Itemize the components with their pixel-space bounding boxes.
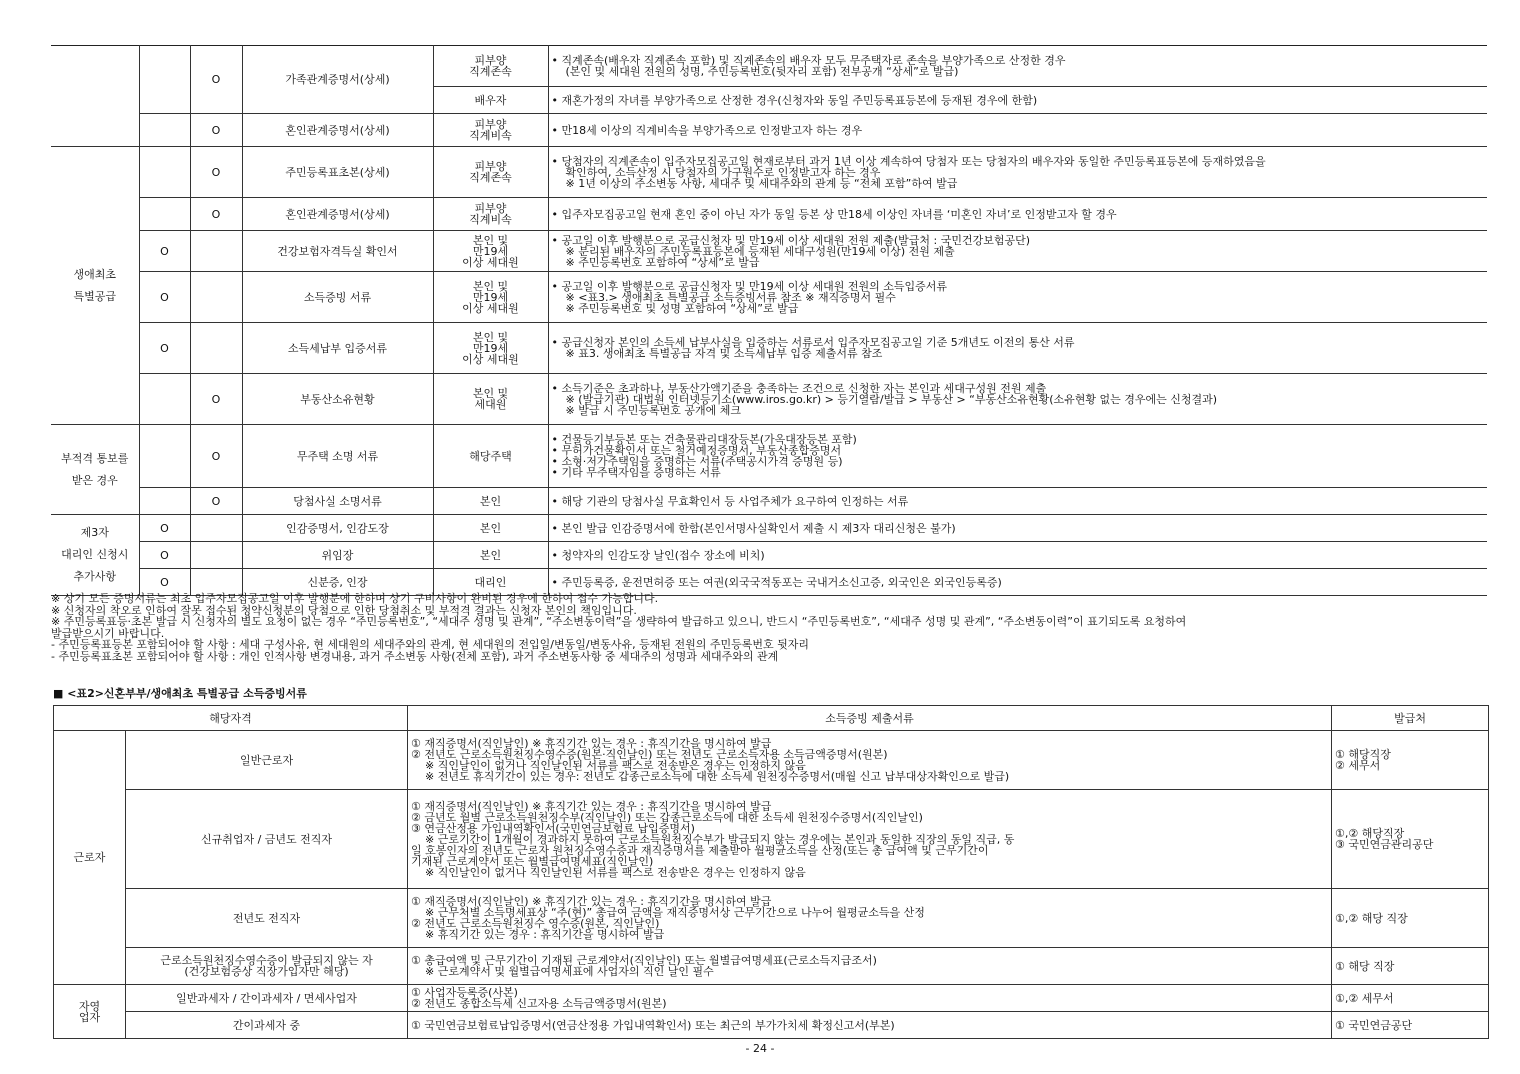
group-cell: 자영 업자 [54, 985, 126, 1039]
text-line: ③ 국민연금관리공단 [1335, 838, 1434, 851]
table-row [54, 985, 1489, 1012]
text-line: 직계비속 [469, 213, 512, 226]
target-cell [433, 542, 548, 569]
text-line: 간이과세자 중 [232, 1018, 301, 1032]
document-name-cell: 가족관계증명서(상세) [242, 46, 433, 114]
text-line: 직계비속 [469, 129, 512, 142]
text-line: 이상 세대원 [462, 255, 519, 269]
text-line: ※ 표3. 생애최초 특별공급 자격 및 소득세납부 입증 제출서류 참조 [565, 347, 883, 360]
table-row [51, 374, 1487, 425]
description-cell [548, 46, 1487, 87]
text-line: • 주민등록증, 운전면허증 또는 여권(외국국적동포는 국내거소신고증, 외국인은 외국인등록증) [551, 575, 1002, 589]
target-cell [433, 87, 548, 114]
qualification-cell [126, 948, 408, 985]
text-line: ※ 직인날인이 없거나 직인날인된 서류를 팩스로 전송받은 경우는 인정하지 않음 [425, 759, 806, 772]
issuer-cell [1332, 790, 1489, 889]
text-line: 본인 및 [472, 233, 509, 247]
table-row [51, 231, 1487, 272]
documents-cell [408, 731, 1332, 790]
text-line: 세대원 [474, 398, 507, 411]
category-cell [51, 147, 139, 425]
target-cell [433, 425, 548, 488]
description-cell [548, 374, 1487, 425]
text-line: 만19세 [472, 290, 509, 304]
table-row [51, 272, 1487, 323]
text-line: ※ 직인날인이 없거나 직인날인된 서류를 팩스로 전송받은 경우는 인정하지 않음 [425, 865, 806, 879]
document-name-cell: 혼인관계증명서(상세) [242, 198, 433, 231]
document-name-cell: 위임장 [242, 542, 433, 569]
description-cell [548, 231, 1487, 272]
document-name-cell: 소득세납부 입증서류 [242, 323, 433, 374]
text-line: 특별공급 [73, 289, 116, 303]
category-cell [51, 515, 139, 596]
text-line: 이상 세대원 [462, 352, 519, 366]
text-line: • 건물등기부등본 또는 건축물관리대장등본(가옥대장등본 포함) [551, 433, 857, 446]
text-line: • 만18세 이상의 직계비속을 부양가족으로 인정받고자 하는 경우 [551, 123, 863, 137]
table-row [51, 542, 1487, 569]
text-line: • 기타 무주택자임을 증명하는 서류 [551, 466, 721, 479]
text-line: ① 재직증명서(직인날인) ※ 휴직기간 있는 경우 : 휴직기간을 명시하여 발급 [411, 895, 772, 908]
text-line: 기재된 근로계약서 또는 월별급여명세표(직인날인) [411, 854, 654, 868]
text-line: ※ <표3.> 생애최초 특별공급 소득증빙서류 참조 ※ 재직증명서 필수 [565, 290, 896, 304]
table-row [51, 198, 1487, 231]
note-line: ※ 주민등록표등·초본 발급 시 신청자의 별도 요청이 없는 경우 “주민등록번호”, “세대주 성명 및 관계”, “주소변동이력”을 생략하여 발급하고 있으니, 반드시 “주민등록번호”, “세대주 성명 및 관계”, “주소변동이력”이 표기되도록 요청하여 [51, 615, 1187, 628]
page-number: - 24 - [745, 1042, 775, 1055]
document-name-cell: 건강보험자격득실 확인서 [242, 231, 433, 272]
check-cell-1: O [139, 542, 190, 569]
text-line: • 입주자모집공고일 현재 혼인 중이 아닌 자가 동일 등본 상 만18세 이상인 자녀를 ‘미혼인 자녀’로 인정받고자 할 경우 [551, 207, 1117, 221]
note-line: - 주민등록표초본 포함되어야 할 사항 : 개인 인적사항 변경내용, 과거 주소변동 사항(전체 포함), 과거 주소변동사항 중 세대주의 성명과 세대주와의 관계 [51, 649, 779, 663]
documents-cell [408, 948, 1332, 985]
document-name-cell: 혼인관계증명서(상세) [242, 114, 433, 147]
text-line: ② 세무서 [1335, 759, 1381, 772]
target-cell [433, 231, 548, 272]
text-line: 만19세 [472, 341, 509, 355]
notes-section [51, 593, 1481, 662]
check-cell-2 [190, 542, 242, 569]
text-line: ※ 휴직기간 있는 경우 : 휴직기간을 명시하여 발급 [425, 928, 665, 941]
issuer-cell [1332, 1012, 1489, 1039]
check-cell-1 [139, 425, 190, 488]
text-line: 직계존속 [469, 65, 512, 78]
text-line: (본인 및 세대원 전원의 성명, 주민등록번호(뒷자리 포함) 전부공개 “상세”로 발급) [565, 65, 959, 78]
check-cell-2: O [190, 114, 242, 147]
text-line: ①,② 해당직장 [1335, 827, 1405, 840]
text-line: ③ 연금산정용 가입내역확인서(국민연금보험료 납입증명서) [411, 821, 695, 835]
check-cell-1 [139, 46, 190, 114]
target-cell [433, 488, 548, 515]
text-line: • 무허가건물확인서 또는 철거예정증명서, 부동산종합증명서 [551, 444, 842, 457]
text-line: ※ 근로기간이 1개월이 경과하지 못하여 근로소득원천징수부가 발급되지 않는 경우에는 본인과 동일한 직장의 동일 직급, 동 [425, 832, 1015, 846]
text-line: ※ 발급 시 주민등록번호 공개에 체크 [565, 403, 741, 417]
text-line: ※ (발급기관) 대법원 인터넷등기소(www.iros.go.kr) > 등기열람/발급 > 부동산 > “부동산소유현황(소유현황 없는 경우에는 신청결과) [565, 392, 1218, 406]
text-line: • 청약자의 인감도장 날인(접수 장소에 비치) [551, 548, 765, 562]
issuer-cell [1332, 731, 1489, 790]
table-row [54, 790, 1489, 889]
description-cell [548, 147, 1487, 198]
text-line: 만19세 [472, 244, 509, 258]
qualification-cell [126, 790, 408, 889]
text-line: • 소득기준은 초과하나, 부동산가액기준을 충족하는 조건으로 신청한 자는 본인과 세대구성원 전원 제출 [551, 381, 1047, 395]
check-cell-2: O [190, 147, 242, 198]
document-name-cell: 부동산소유현황 [242, 374, 433, 425]
text-line: ※ 주민등록번호 및 성명 포함하여 “상세”로 발급 [565, 301, 799, 315]
document-name-cell: 인감증명서, 인감도장 [242, 515, 433, 542]
text-line: ① 국민연금공단 [1335, 1018, 1413, 1032]
qualification-cell [126, 985, 408, 1012]
text-line: ② 전년도 근로소득원천징수 영수증(원본, 직인날인) [411, 917, 660, 930]
text-line: 배우자 [474, 93, 507, 107]
header-cell: 해당자격 [54, 706, 408, 731]
table-row [51, 425, 1487, 488]
text-line: ①,② 세무서 [1335, 991, 1394, 1005]
text-line: 전년도 전직자 [232, 911, 301, 925]
document-name-cell: 무주택 소명 서류 [242, 425, 433, 488]
table-row [54, 1012, 1489, 1039]
check-cell-1: O [139, 231, 190, 272]
document-requirements-table [51, 45, 1487, 596]
text-line: • 본인 발급 인감증명서에 한함(본인서명사실확인서 제출 시 제3자 대리신청은 불가) [551, 521, 956, 535]
document-name-cell: 신분증, 인장 [242, 569, 433, 596]
description-cell [548, 542, 1487, 569]
check-cell-2: O [190, 374, 242, 425]
text-line: • 해당 기관의 당첨사실 무효확인서 등 사업주체가 요구하여 인정하는 서류 [551, 494, 909, 508]
text-line: 생애최초 [73, 267, 116, 281]
text-line: 피부양 [474, 54, 507, 67]
check-cell-2: O [190, 198, 242, 231]
text-line: 일 호봉인자의 전년도 근로자 원천징수영수증과 재직증명서를 제출받아 월평균소득을 산정(또는 총 급여액 및 근무기간이 [411, 843, 989, 857]
text-line: ① 국민연금보험료납입증명서(연금산정용 가입내역확인서) 또는 최근의 부가가치세 확정신고서(부본) [411, 1018, 895, 1032]
description-cell [548, 515, 1487, 542]
document-name-cell: 당첨사실 소명서류 [242, 488, 433, 515]
text-line: 확인하여, 소득산정 시 당첨자의 가구원수로 인정받고자 하는 경우 [565, 165, 881, 179]
document-name-cell: 주민등록표초본(상세) [242, 147, 433, 198]
target-cell [433, 374, 548, 425]
text-line: ① 재직증명서(직인날인) ※ 휴직기간 있는 경우 : 휴직기간을 명시하여 발급 [411, 737, 772, 750]
text-line: 해당주택 [469, 449, 512, 463]
check-cell-2 [190, 272, 242, 323]
text-line: 근로소득원천징수영수증이 발급되지 않는 자 [160, 954, 373, 967]
text-line: 부적격 통보를 [61, 451, 129, 465]
text-line: (건강보험증상 직장가입자만 해당) [184, 965, 349, 978]
header-cell: 소득증빙 제출서류 [408, 706, 1332, 731]
text-line: 일반과세자 / 간이과세자 / 면세사업자 [176, 991, 357, 1005]
table-row [51, 46, 1487, 87]
check-cell-2: O [190, 488, 242, 515]
description-cell [548, 569, 1487, 596]
text-line: 피부양 [474, 118, 507, 131]
documents-cell [408, 1012, 1332, 1039]
check-cell-1: O [139, 569, 190, 596]
text-line: ①,② 해당 직장 [1335, 911, 1408, 925]
issuer-cell [1332, 948, 1489, 985]
documents-cell [408, 790, 1332, 889]
note-line: 발급받으시기 바랍니다. [51, 626, 165, 640]
text-line: • 공고일 이후 발행분으로 공급신청자 및 만19세 이상 세대원 전원 제출(발급처 : 국민건강보험공단) [551, 233, 1031, 247]
text-line: ② 금년도 월별 근로소득원천징수부(직인날인) 또는 갑종근로소득에 대한 소득세 원천징수증명서(직인날인) [411, 810, 923, 824]
header-cell: 발급처 [1332, 706, 1489, 731]
text-line: ① 총급여액 및 근무기간이 기재된 근로계약서(직인날인) 또는 월별급여명세표(근로소득지급조서) [411, 954, 877, 967]
category-cell [51, 425, 139, 515]
text-line: 본인 및 [472, 387, 509, 400]
description-cell [548, 198, 1487, 231]
table-row [51, 323, 1487, 374]
group-cell: 근로자 [54, 731, 126, 985]
table-row [54, 948, 1489, 985]
target-cell [433, 515, 548, 542]
description-cell [548, 425, 1487, 488]
documents-cell [408, 985, 1332, 1012]
check-cell-2 [190, 515, 242, 542]
check-cell-1 [139, 147, 190, 198]
text-line: ※ 분리된 배우자의 주민등록표등본에 등재된 세대구성원(만19세 이상) 전원 제출 [565, 244, 955, 258]
text-line: 본인 및 [472, 330, 509, 344]
text-line: ※ 근무처별 소득명세표상 “주(현)” 총급여 금액을 재직증명서상 근무기간으로 나누어 월평균소득을 산정 [425, 906, 925, 919]
text-line: ① 재직증명서(직인날인) ※ 휴직기간 있는 경우 : 휴직기간을 명시하여 발급 [411, 799, 772, 813]
text-line: 대리인 [474, 575, 507, 589]
check-cell-1 [139, 374, 190, 425]
description-cell [548, 114, 1487, 147]
target-cell [433, 198, 548, 231]
text-line: • 공급신청자 본인의 소득세 납부사실을 입증하는 서류로서 입주자모집공고일 기준 5개년도 이전의 통산 서류 [551, 336, 1075, 349]
text-line: ※ 1년 이상의 주소변동 사항, 세대주 및 세대주와의 관계 등 “전체 포함”하여 발급 [565, 176, 958, 190]
table-row [54, 889, 1489, 948]
text-line: ※ 근로계약서 및 월별급여명세표에 사업자의 직인 날인 필수 [425, 965, 714, 978]
text-line: 제3자 [80, 526, 109, 539]
text-line: 본인 및 [472, 279, 509, 293]
text-line: • 공고일 이후 발행분으로 공급신청자 및 만19세 이상 세대원 전원의 소득입증서류 [551, 279, 947, 293]
text-line: • 당첨자의 직계존속이 입주자모집공고일 현재로부터 과거 1년 이상 계속하여 당첨자 또는 당첨자의 배우자와 동일한 주민등록표등본에 등재하였음을 [551, 154, 1266, 168]
text-line: ① 해당직장 [1335, 748, 1391, 761]
documents-cell [408, 889, 1332, 948]
table-row [51, 515, 1487, 542]
target-cell [433, 147, 548, 198]
check-cell-1 [139, 114, 190, 147]
text-line: 이상 세대원 [462, 301, 519, 315]
target-cell [433, 323, 548, 374]
text-line: 피부양 [474, 202, 507, 215]
text-line: 신규취업자 / 금년도 전직자 [200, 832, 333, 846]
qualification-cell [126, 889, 408, 948]
category-cell [51, 46, 139, 147]
table-row [51, 147, 1487, 198]
description-cell [548, 87, 1487, 114]
text-line: 본인 [479, 494, 502, 508]
issuer-cell [1332, 985, 1489, 1012]
description-cell [548, 272, 1487, 323]
text-line: 본인 [479, 548, 502, 562]
document-name-cell: 소득증빙 서류 [242, 272, 433, 323]
text-line: 본인 [479, 521, 502, 535]
text-line: 받은 경우 [71, 473, 118, 487]
text-line: ② 전년도 근로소득원천징수영수증(원본·직인날인) 또는 전년도 근로소득자용 소득금액증명서(원본) [411, 748, 888, 761]
text-line: 직계존속 [469, 171, 512, 184]
text-line: ※ 주민등록번호 포함하여 “상세”로 발급 [565, 255, 760, 269]
text-line: ※ 전년도 휴직기간이 있는 경우: 전년도 갑종근로소득에 대한 소득세 원천징수증명서(매월 신고 납부대상자확인으로 발급) [425, 770, 1010, 783]
text-line: 일반근로자 [239, 753, 294, 767]
target-cell [433, 272, 548, 323]
qualification-cell [126, 1012, 408, 1039]
description-cell [548, 488, 1487, 515]
note-line: - 주민등록표등본 포함되어야 할 사항 : 세대 구성사유, 현 세대원의 세대주와의 관계, 현 세대원의 전입일/변동일/변동사유, 등재된 전원의 주민등록번호 뒷자리 [51, 638, 809, 651]
text-line: • 재혼가정의 자녀를 부양가족으로 산정한 경우(신청자와 동일 주민등록표등본에 등재된 경우에 한함) [551, 93, 1038, 107]
text-line: ② 전년도 종합소득세 신고자용 소득금액증명서(원본) [411, 997, 667, 1010]
text-line: ① 해당 직장 [1335, 959, 1395, 973]
text-line: • 소형·저가주택임을 증명하는 서류(주택공시가격 증명원 등) [551, 455, 843, 468]
check-cell-2: O [190, 425, 242, 488]
check-cell-1 [139, 198, 190, 231]
header-row [54, 706, 1489, 731]
check-cell-1 [139, 488, 190, 515]
text-line: 대리인 신청시 [61, 548, 129, 561]
issuer-cell [1332, 889, 1489, 948]
text-line: ① 사업자등록증(사본) [411, 986, 518, 999]
table-row [54, 731, 1489, 790]
target-cell [433, 114, 548, 147]
check-cell-2: O [190, 46, 242, 114]
check-cell-2 [190, 323, 242, 374]
qualification-cell [126, 731, 408, 790]
table-row [51, 114, 1487, 147]
section-title: ■ <표2>신혼부부/생애최초 특별공급 소득증빙서류 [53, 687, 307, 700]
income-proof-table [53, 705, 1489, 1039]
note-line: ※ 상기 모든 증명서류는 최초 입주자모집공고일 이후 발행분에 한하며 상기 구비사항이 완비된 경우에 한하여 접수 가능합니다. [51, 592, 659, 605]
note-line: ※ 신청자의 착오로 인하여 잘못 접수된 청약신청분의 당첨으로 인한 당첨취소 및 부적격 결과는 신청자 본인의 책임입니다. [51, 603, 637, 617]
check-cell-2 [190, 231, 242, 272]
table-row [51, 488, 1487, 515]
description-cell [548, 323, 1487, 374]
text-line: • 직계존속(배우자 직계존속 포함) 및 직계존속의 배우자 모두 무주택자로 존속을 부양가족으로 산정한 경우 [551, 54, 1066, 67]
target-cell [433, 46, 548, 87]
text-line: 피부양 [474, 160, 507, 173]
text-line: 추가사항 [73, 570, 116, 583]
check-cell-1: O [139, 515, 190, 542]
check-cell-1: O [139, 323, 190, 374]
check-cell-1: O [139, 272, 190, 323]
